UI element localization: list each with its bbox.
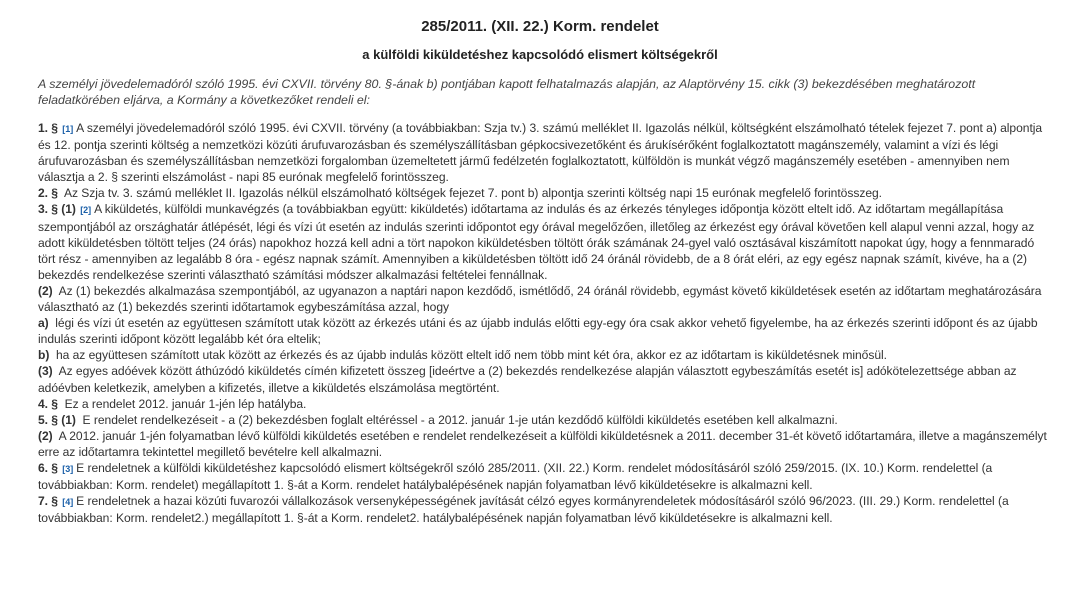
section-text: Az (1) bekezdés alkalmazása szempontjából, az ugyanazon a naptári napon kezdődő, ismétlődő, 24 óránál rövidebb, egymást követő kiküldetések esetén az időtartam meghatározására választható az (1) bekezdés szerinti időtartamok egybeszámítása azzal, hogy (38, 283, 1042, 315)
footnote-reference-link[interactable]: [3] (62, 463, 74, 474)
footnote-reference-link[interactable]: [2] (80, 205, 92, 216)
section-paragraph (38, 185, 1050, 201)
section-paragraph (38, 396, 1050, 412)
section-paragraph (38, 493, 1050, 526)
section-number: 7. § (38, 494, 58, 509)
section-text: A kiküldetés, külföldi munkavégzés (a továbbiakban együtt: kiküldetés) időtartama az indulás és az érkezés tényleges időpontja között eltelt idő. Az időtartam megállapítása szempontjából az országhatár átlépését, légi és vízi út esetén az indulás szerinti időpontot egy órával megelőzően, illetőleg az érkezést egy órával követően kell alapul venni azzal, hogy az adott kiküldetésben töltött teljes (24 órás) napokhoz hozzá kell adni a tört napokon kiküldetésben töltött órák számának 24-gyel való osztásával kiszámított napokat úgy, hogy a fennmaradó tört rész - amennyiben az legalább 8 óra - egész napnak számít. Amennyiben a kiküldetésben töltött idő 24 óránál rövidebb, de a 8 órát eléri, az egy egész napnak számít, kivéve, ha a (2) bekezdés rendelkezése szerinti választható számítási módszer alkalmazási feltételei fennállnak. (38, 202, 1035, 282)
section-number: 4. § (38, 396, 58, 411)
section-text: E rendelet rendelkezéseit - a (2) bekezdésben foglalt eltéréssel - a 2012. január 1-je után kezdődő külföldi kiküldetés esetében kell alkalmazni. (82, 412, 838, 427)
section-paragraph (38, 315, 1050, 347)
section-paragraph (38, 412, 1050, 428)
section-text: légi és vízi út esetén az együttesen számított utak között az érkezés utáni és az újabb indulás előtti egy-egy óra csak akkor vehető figyelembe, ha az érkezés szerinti időpont és az újabb indulás szerinti időpont között legalább két óra eltelik; (38, 316, 1038, 347)
section-text: Az egyes adóévek között áthúzódó kiküldetés címén kifizetett összeg [ideértve a (2) bekezdés rendelkezése alapján választott egybeszámítás esetét is] adókötelezettsége abban az adóévben keletkezik, amelyben a kifizetés, illetve a kiküldetés elszámolása megtörtént. (38, 364, 1017, 395)
section-number: b) (38, 348, 50, 363)
section-number: a) (38, 316, 49, 331)
section-paragraph (38, 283, 1050, 315)
section-number: 1. § (38, 121, 58, 135)
section-number: (2) (38, 428, 53, 443)
section-text: ha az együttesen számított utak között az érkezés és az újabb indulás között eltelt idő nem több mint két óra, akkor ez az időtartam is kiküldetésnek minősül. (55, 348, 887, 363)
section-number: (3) (38, 364, 53, 379)
document-title: 285/2011. (XII. 22.) Korm. rendelet (421, 18, 659, 35)
section-paragraph (38, 201, 1050, 282)
section-paragraph (38, 120, 1050, 185)
section-text: Az Szja tv. 3. számú melléklet II. Igazolás nélkül elszámolható költségek fejezet 7. pont b) alpontja szerinti költség napi 15 eurónak megfelelő forintösszeg. (63, 186, 882, 201)
section-number: 2. § (38, 186, 58, 201)
section-number: 6. § (38, 460, 58, 475)
section-number: 5. § (1) (38, 412, 76, 427)
document (0, 18, 1080, 526)
section-paragraph (38, 363, 1050, 395)
footnote-reference-link[interactable]: [4] (62, 497, 74, 508)
section-number: (2) (38, 283, 53, 298)
section-paragraph (38, 347, 1050, 363)
section-paragraph (38, 428, 1050, 460)
section-number: 3. § (1) (38, 202, 76, 217)
section-text: Ez a rendelet 2012. január 1-jén lép hatályba. (64, 396, 307, 411)
document-subtitle: a külföldi kiküldetéshez kapcsolódó elismert költségekről (362, 47, 718, 62)
footnote-reference-link[interactable]: [1] (62, 124, 74, 134)
preamble: A személyi jövedelemadóról szóló 1995. évi CXVII. törvény 80. §-ának b) pontjában kapott felhatalmazás alapján, az Alaptörvény 15. cikk (3) bekezdésében meghatározott feladatkörében eljárva, a Kormány a következőket rendeli el: (38, 77, 976, 107)
section-text: E rendeletnek a hazai közúti fuvarozói vállalkozások versenyképességének javítását célzó egyes kormányrendeletek módosításáról szóló 96/2023. (III. 29.) Korm. rendelettel (a továbbiakban: Korm. rendelet2.) megállapított 1. §-át a Korm. rendelet2. hatálybalépésének napján folyamatban lévő kiküldetésekre is alkalmazni kell. (38, 494, 1009, 526)
section-text: A személyi jövedelemadóról szóló 1995. évi CXVII. törvény (a továbbiakban: Szja tv.) 3. számú melléklet II. Igazolás nélkül, költségként elszámolható tételek fejezet 7. pont a) alpontja és 12. pontja szerinti költség a nemzetközi közúti árufuvarozásban és személyszállításban gépkocsivezetőként és árukísérőként foglalkoztatott magánszemély, valamint a vízi és légi árufuvarozásban és személyszállításban nemzetközi forgalomban üzemeltetett jármű fedélzetén foglalkoztatott, külföldön is munkát végző magánszemély esetében - amennyiben nem választja a 2. § szerinti elszámolást - napi 85 eurónak megfelelő forintösszeg. (38, 121, 1043, 185)
section-paragraph (38, 460, 1050, 493)
section-text: A 2012. január 1-jén folyamatban lévő külföldi kiküldetés esetében e rendelet rendelkezéseit a külföldi kiküldetésnek a 2011. december 31-ét követő időtartamára, illetve a magánszemélyt erre az időtartamra tekintettel megillető bevételre kell alkalmazni. (38, 428, 1047, 459)
section-text: E rendeletnek a külföldi kiküldetéshez kapcsolódó elismert költségekről szóló 285/2011. (XII. 22.) Korm. rendelet módosításáról szóló 259/2015. (IX. 10.) Korm. rendelettel (a továbbiakban: Korm. rendelet) megállapított 1. §-át a Korm. rendelet hatálybalépésének napján folyamatban lévő kiküldetésekre is alkalmazni kell. (38, 460, 993, 493)
document-body (38, 120, 1050, 526)
